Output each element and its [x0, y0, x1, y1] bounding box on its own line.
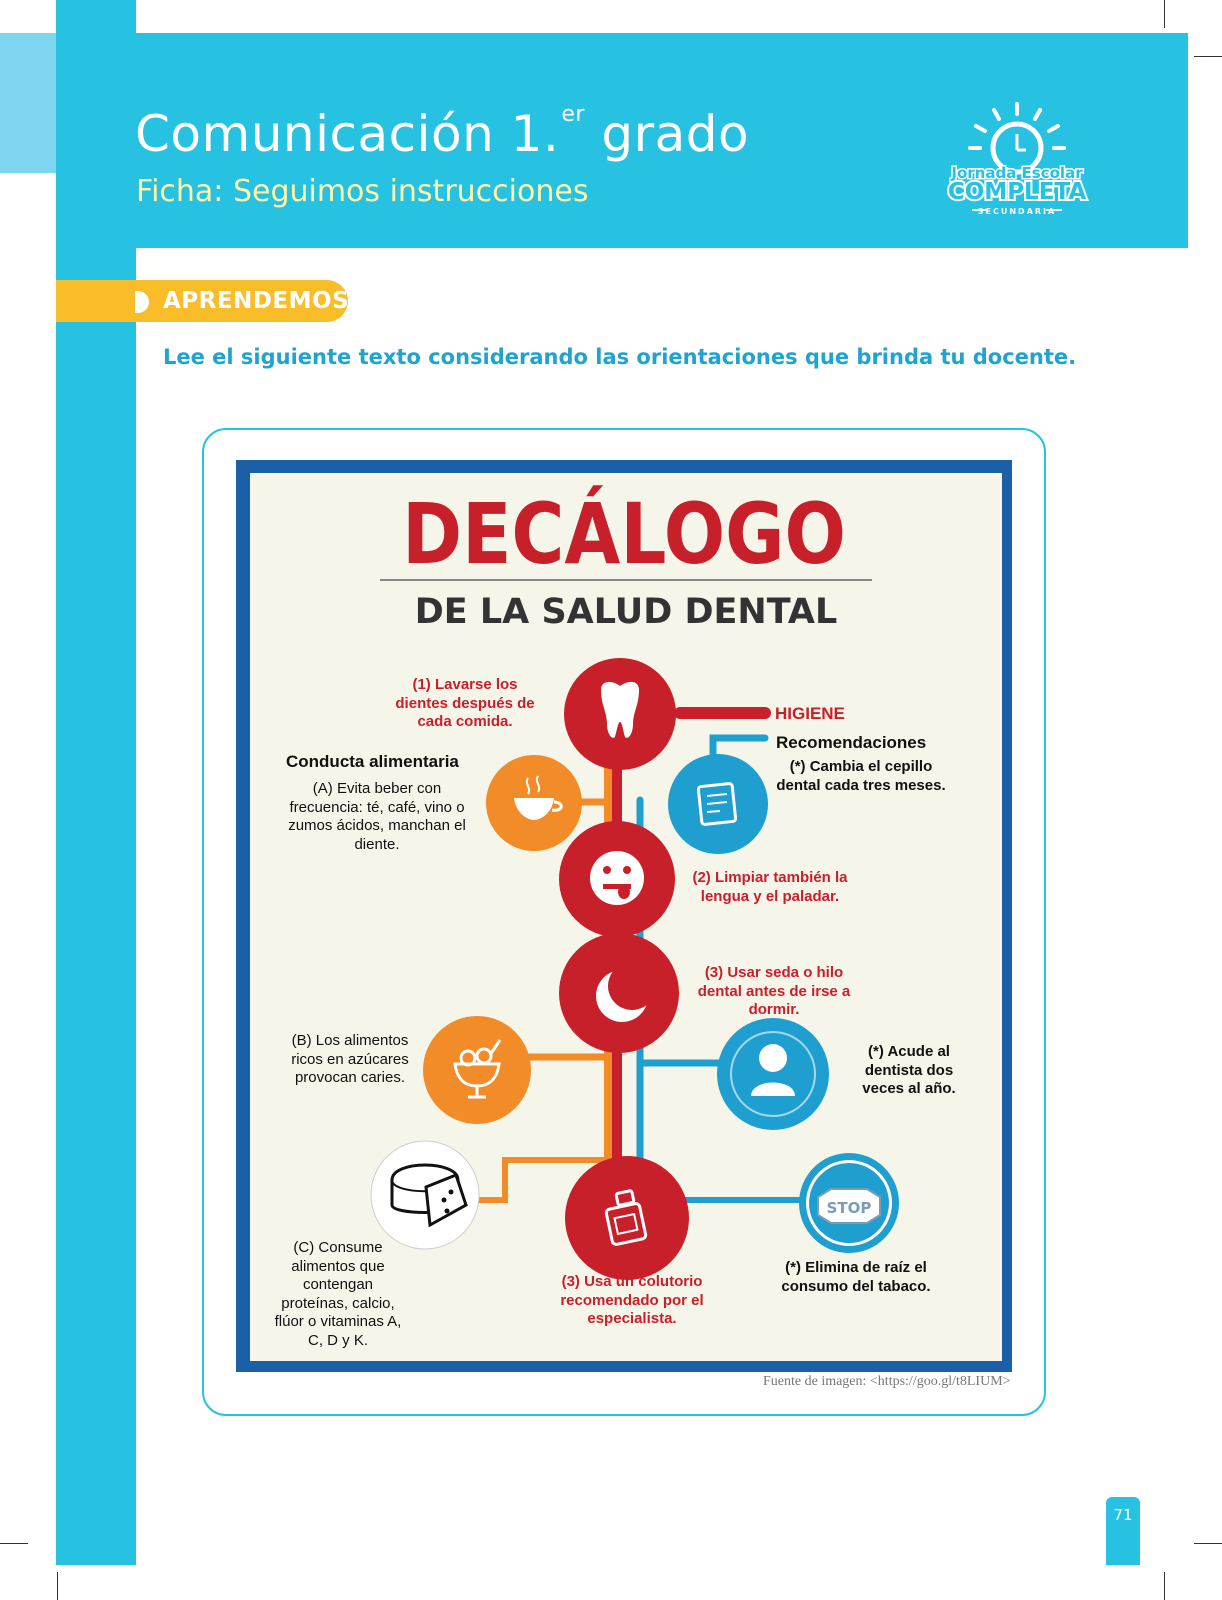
higiene-heading: HIGIENE	[775, 704, 845, 723]
page-subtitle: Ficha: Seguimos instrucciones	[136, 174, 589, 209]
hygiene-item-2: (2) Limpiar también la lengua y el paladar.	[692, 869, 848, 905]
poster-subtitle: DE LA SALUD DENTAL	[414, 592, 838, 632]
section-tab-label: APRENDEMOS	[163, 288, 350, 314]
cheese-drawing	[371, 1141, 479, 1249]
hygiene-item-1: (1) Lavarse los dientes después de cada comida.	[395, 676, 535, 730]
coffee-circle	[486, 755, 582, 851]
logo-line3: SECUNDARIA	[977, 207, 1057, 216]
moon-circle	[559, 933, 679, 1053]
diet-item-b: (B) Los alimentos ricos en azúcares provocan caries.	[291, 1032, 409, 1086]
stop-circle	[799, 1153, 899, 1253]
recommendation-3: (*) Elimina de raíz el consumo del tabaco.	[781, 1259, 931, 1295]
page-title: Comunicación 1.$^{er}$ grado	[135, 102, 750, 163]
poster-title: DECÁLOGO	[402, 485, 846, 584]
tongue-face-icon	[590, 851, 644, 905]
tooth-circle	[564, 658, 676, 770]
sundae-circle	[423, 1016, 531, 1124]
instruction-text: Lee el siguiente texto considerando las orientaciones que brinda tu docente.	[163, 345, 1077, 369]
logo-line1: Jornada Escolar	[951, 164, 1083, 182]
notepad-circle	[668, 754, 768, 854]
image-source-credit: Fuente de imagen: <https://goo.gl/t8LIUM>	[763, 1374, 1011, 1389]
dentist-circle	[717, 1018, 829, 1130]
recomendaciones-heading: Recomendaciones	[776, 733, 927, 752]
logo-line2: COMPLETA	[947, 179, 1087, 205]
conducta-heading: Conducta alimentaria	[286, 752, 459, 771]
stop-sign-text: STOP	[826, 1199, 872, 1217]
diet-item-a: (A) Evita beber con frecuencia: té, café, vino o zumos ácidos, manchan el diente.	[288, 780, 466, 853]
recommendation-2: (*) Acude al dentista dos veces al año.	[862, 1043, 956, 1097]
person-icon	[759, 1044, 787, 1072]
hygiene-item-4: (3) Usa un colutorio recomendado por el especialista.	[560, 1273, 704, 1327]
page-number: 71	[1113, 1506, 1133, 1524]
diet-item-c: (C) Consume alimentos que contengan proteínas, calcio, flúor o vitaminas A, C, D y K.	[274, 1239, 402, 1349]
mouthwash-circle	[565, 1156, 689, 1280]
recommendation-1: (*) Cambia el cepillo dental cada tres meses.	[776, 758, 946, 794]
hygiene-item-3: (3) Usar seda o hilo dental antes de irse a dormir.	[697, 964, 851, 1018]
tongue-face-circle	[559, 821, 675, 937]
grade-ordinal: er	[561, 102, 585, 127]
